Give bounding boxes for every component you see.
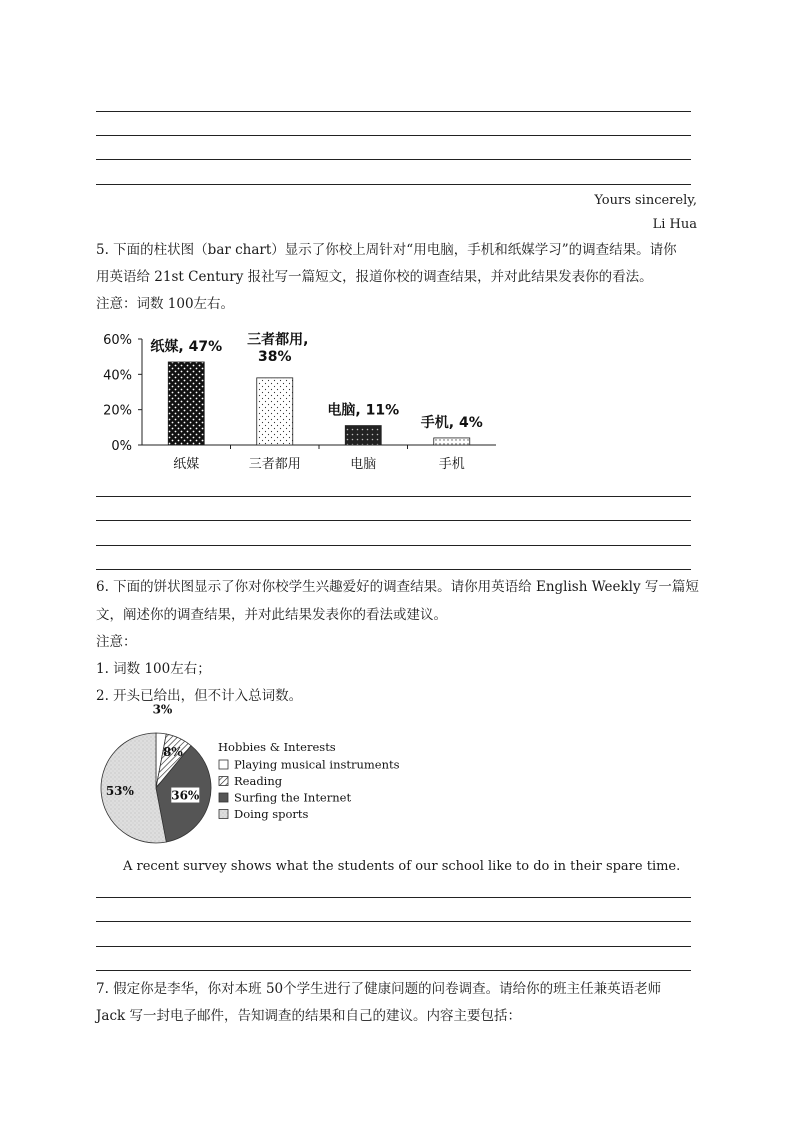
y-tick-label: 60%: [103, 333, 132, 348]
x-tick-label: 手机: [438, 457, 465, 472]
q7-prompt-line1: 7. 假定你是李华，你对本班 50个学生进行了健康问题的问卷调查。请给你的班主任兼英语老师: [96, 981, 662, 997]
legend-swatch: [219, 760, 228, 769]
x-tick-label: 三者都用: [248, 457, 301, 472]
q5-note: 注意：词数 100左右。: [96, 296, 235, 312]
y-tick-label: 0%: [111, 439, 132, 454]
q6-prompt-line2: 文，阐述你的调查结果，并对此结果发表你的看法或建议。: [96, 607, 447, 623]
q6-note-2: 2. 开头已给出，但不计入总词数。: [96, 688, 303, 704]
bar: [257, 378, 293, 445]
answer-line: [96, 569, 691, 570]
legend-label: Surfing the Internet: [234, 790, 352, 805]
answer-line: [96, 970, 691, 971]
data-label: 电脑, 11%: [327, 402, 400, 419]
data-label: 纸媒, 47%: [150, 338, 223, 355]
q7-prompt-line2: Jack 写一封电子邮件，告知调查的结果和自己的建议。内容主要包括：: [96, 1008, 521, 1024]
letter-signature-name: Li Hua: [652, 217, 697, 232]
letter-sign-off: Yours sincerely,: [594, 193, 697, 208]
answer-line: [96, 897, 691, 898]
bar: [345, 426, 381, 445]
pie-value-label: 53%: [105, 783, 134, 798]
answer-line: [96, 545, 691, 546]
q6-prompt-line1: 6. 下面的饼状图显示了你对你校学生兴趣爱好的调查结果。请你用英语给 English Weekly 写一篇短: [96, 579, 699, 595]
x-tick-label: 纸媒: [173, 457, 200, 472]
data-label: 手机, 4%: [420, 414, 483, 431]
legend-swatch: [219, 810, 228, 819]
answer-line: [96, 496, 691, 497]
x-tick-label: 电脑: [350, 457, 377, 472]
q5-prompt-line1: 5. 下面的柱状图（bar chart）显示了你校上周针对“用电脑，手机和纸媒学习”的调查结果。请你: [96, 242, 677, 258]
legend-label: Reading: [234, 774, 283, 788]
q6-opening-sentence: A recent survey shows what the students of our school like to do in their spare time.: [123, 859, 681, 874]
answer-line: [96, 946, 691, 947]
q6-note-title: 注意：: [96, 634, 137, 650]
bar-chart: [90, 322, 510, 482]
legend-label: Doing sports: [234, 807, 309, 821]
data-label: 三者都用,: [247, 331, 309, 348]
q6-note-1: 1. 词数 100左右；: [96, 661, 211, 677]
bar: [434, 438, 470, 445]
answer-line: [96, 135, 691, 136]
pie-value-label: 8%: [162, 745, 183, 760]
pie-value-label: 3%: [152, 702, 173, 717]
answer-line: [96, 184, 691, 185]
legend-label: Playing musical instruments: [234, 757, 400, 772]
answer-line: [96, 921, 691, 922]
answer-line: [96, 111, 691, 112]
pie-value-label: 36%: [171, 788, 200, 803]
legend-title: Hobbies & Interests: [218, 740, 336, 754]
answer-line: [96, 520, 691, 521]
y-tick-label: 20%: [103, 403, 132, 419]
q5-prompt-line2: 用英语给 21st Century 报社写一篇短文，报道你校的调查结果，并对此结果发表你的看法。: [96, 269, 653, 285]
data-label: 38%: [257, 348, 292, 365]
bar: [168, 362, 204, 445]
legend-swatch: [219, 777, 228, 786]
pie-chart: [98, 702, 408, 845]
answer-line: [96, 159, 691, 160]
legend-swatch: [219, 793, 228, 802]
y-tick-label: 40%: [103, 368, 132, 384]
